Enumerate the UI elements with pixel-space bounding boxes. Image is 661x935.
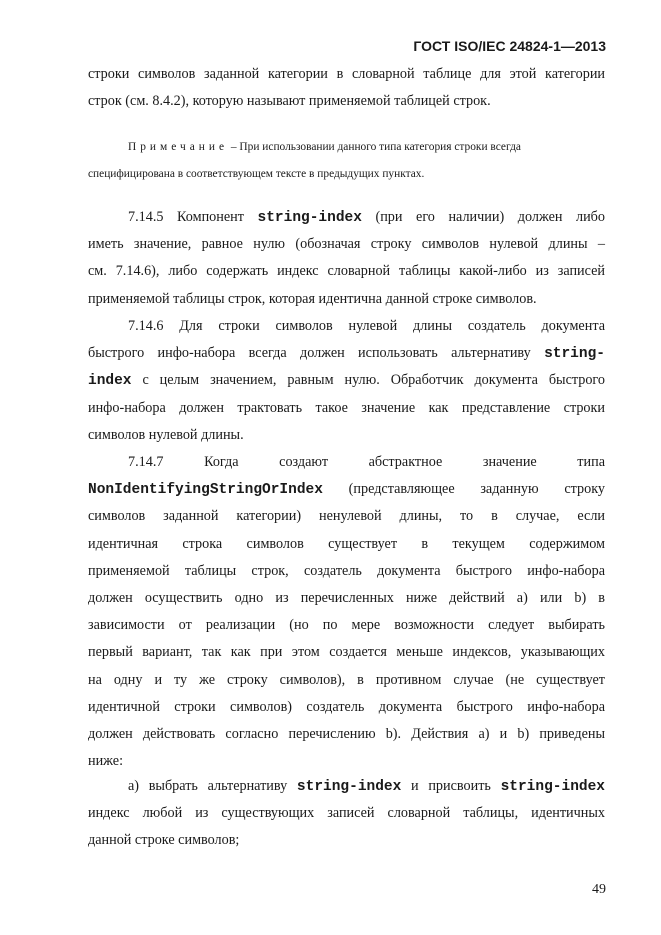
text-run: с целым значением, равным нулю. Обработчик документа быстрого bbox=[131, 372, 605, 389]
note-line: специфицирована в соответствующем тексте в предыдущих пунктах. bbox=[88, 168, 425, 180]
top-paragraph bbox=[88, 61, 605, 115]
text-run: (при его наличии) должен либо bbox=[361, 209, 605, 225]
text-line: см. 7.14.6), либо содержать индекс словарной таблицы какой-либо из записей bbox=[88, 263, 605, 280]
text-line: строк (см. 8.4.2), которую называют применяемой таблицей строк. bbox=[88, 93, 491, 110]
paragraph-7-14-7 bbox=[88, 449, 605, 775]
text-line: на одну и ту же строку символов), в противном случае (не существует bbox=[88, 671, 605, 688]
text-line: ниже: bbox=[88, 753, 124, 770]
text-run: 7.14.5 Компонент bbox=[128, 209, 258, 225]
code-type-name: NonIdentifyingStringOrIndex bbox=[88, 482, 323, 499]
text-line bbox=[88, 773, 605, 800]
text-line: символов нулевой длины. bbox=[88, 426, 244, 443]
text-line: применяемой таблицы строк, которая идентична данной строке символов. bbox=[88, 290, 537, 307]
text-line: символов заданной категории) ненулевой длины, то в случае, если bbox=[88, 508, 605, 525]
text-line: должен действовать согласно перечислению b). Действия a) и b) приведены bbox=[88, 725, 605, 742]
text-line: строки символов заданной категории в словарной таблице для этой категории bbox=[88, 66, 605, 82]
code-string-index-part: string- bbox=[544, 346, 605, 363]
text-line: индекс любой из существующих записей словарной таблицы, идентичных bbox=[88, 805, 605, 822]
text-line: первый вариант, так как при этом создается меньше индексов, указывающих bbox=[88, 644, 605, 661]
text-line bbox=[88, 204, 605, 231]
text-line: иметь значение, равное нулю (обозначая строку символов нулевой длины – bbox=[88, 236, 605, 253]
text-line: 7.14.6 Для строки символов нулевой длины создатель документа bbox=[128, 318, 605, 334]
note-label: Примечание bbox=[128, 141, 229, 153]
note-block bbox=[88, 134, 605, 188]
paragraph-7-14-6 bbox=[88, 313, 605, 449]
note-text: – При использовании данного типа категория строки всегда bbox=[228, 141, 521, 153]
text-line: инфо-набора должен трактовать такое значение как представление строки bbox=[88, 399, 605, 416]
text-run: (представляющее заданную строку bbox=[322, 481, 605, 498]
code-string-index-part: index bbox=[88, 373, 132, 390]
paragraph-7-14-5 bbox=[88, 204, 605, 313]
text-line: должен осуществить одно из перечисленных ниже действий a) или b) в bbox=[88, 589, 605, 606]
code-string-index: string-index bbox=[257, 210, 362, 226]
note-line bbox=[88, 134, 605, 161]
text-run: и присвоить bbox=[401, 778, 501, 794]
text-line: 7.14.7 Когда создают абстрактное значение типа bbox=[128, 454, 605, 470]
text-run: a) выбрать альтернативу bbox=[128, 778, 297, 794]
text-line bbox=[88, 476, 605, 503]
code-string-index: string-index bbox=[500, 779, 605, 795]
list-item-a bbox=[88, 773, 605, 855]
text-run: быстрого инфо-набора всегда должен использовать альтернативу bbox=[88, 345, 545, 362]
text-line bbox=[88, 367, 605, 394]
text-line: применяемой таблицы строк, создатель документа быстрого инфо-набора bbox=[88, 562, 605, 579]
text-line: идентичной строки символов) создатель документа быстрого инфо-набора bbox=[88, 698, 605, 715]
text-line: идентичная строка символов существует в текущем содержимом bbox=[88, 535, 605, 552]
code-string-index: string-index bbox=[296, 779, 402, 795]
text-line bbox=[88, 340, 605, 367]
text-line: зависимости от реализации (но по мере возможности следует выбирать bbox=[88, 617, 605, 634]
page-number: 49 bbox=[592, 882, 606, 897]
text-line: данной строке символов; bbox=[88, 832, 240, 849]
document-header: ГОСТ ISO/IEC 24824-1—2013 bbox=[413, 38, 606, 54]
